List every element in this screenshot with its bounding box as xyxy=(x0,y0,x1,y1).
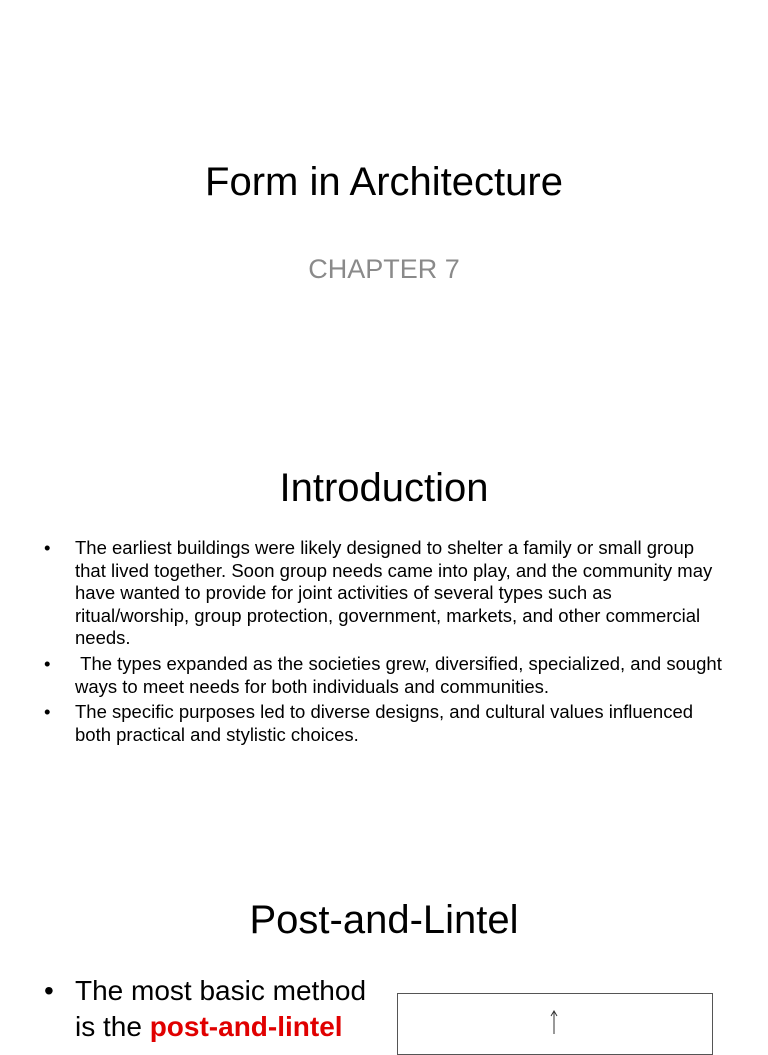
bullet-text: The specific purposes led to diverse designs, and cultural values influenced both practical and stylistic choices. xyxy=(75,701,694,745)
chapter-subtitle: CHAPTER 7 xyxy=(308,254,460,284)
bullet-marker: • xyxy=(44,537,51,558)
list-item xyxy=(44,537,724,650)
post-lintel-diagram xyxy=(397,993,713,1055)
bullet-text: The earliest buildings were likely designed to shelter a family or small group that lived together. Soon group needs came into play, and the community may have wanted to provide for joint activities of several types such as ritual/worship, group protection, government, markets, and other commercial needs. xyxy=(75,537,713,649)
page-title: Form in Architecture xyxy=(205,160,563,204)
bullet-text: The types expanded as the societies grew, diversified, specialized, and sought ways to meet needs for both individuals and communities. xyxy=(75,652,727,697)
intro-heading: Introduction xyxy=(279,466,489,510)
bullet-marker: • xyxy=(44,975,54,1006)
bullet-text: The most basic method is the xyxy=(75,975,367,1042)
bullet-marker: • xyxy=(44,701,51,723)
post-lintel-heading: Post-and-Lintel xyxy=(249,898,519,942)
diagram-arrow-icon xyxy=(398,994,712,1054)
list-item xyxy=(44,652,727,698)
highlight-term: post-and-lintel xyxy=(149,1011,343,1042)
post-lintel-bullet-list xyxy=(44,973,394,1045)
list-item xyxy=(44,973,394,1045)
intro-bullet-list xyxy=(44,537,727,749)
bullet-marker: • xyxy=(44,652,51,674)
list-item xyxy=(44,701,724,746)
